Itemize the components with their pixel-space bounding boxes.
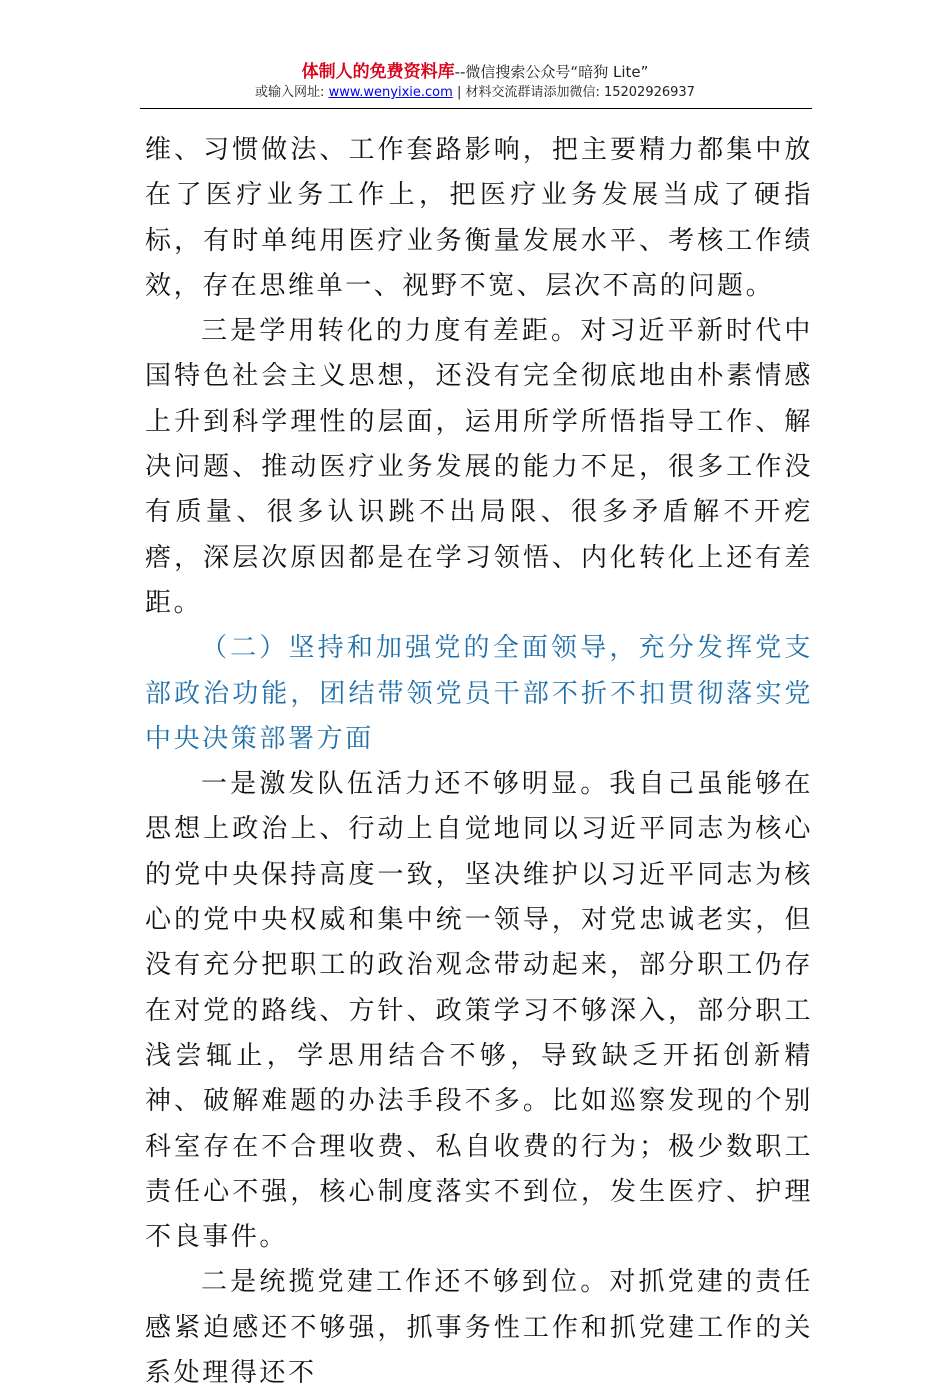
header-tagline: --微信搜索公众号“暗狗 Lite” xyxy=(454,63,649,81)
paragraph-point-three: 三是学用转化的力度有差距。对习近平新时代中国特色社会主义思想，还没有完全彻底地由朴素情感上升到科学理性的层面，运用所学所悟指导工作、解决问题、推动医疗业务发展的能力不足，很多工作没有质量、很多认识跳不出局限、很多矛盾解不开疙瘩，深层次原因都是在学习领悟、内化转化上还有差距。 xyxy=(145,316,813,618)
header-divider xyxy=(140,108,812,109)
document-body xyxy=(145,128,813,1396)
page-header xyxy=(0,62,950,102)
website-link[interactable]: www.wenyixie.com xyxy=(328,85,453,100)
contact-info: | 材料交流群请添加微信: 15202926937 xyxy=(456,85,695,100)
paragraph-continued: 维、习惯做法、工作套路影响，把主要精力都集中放在了医疗业务工作上，把医疗业务发展当成了硬指标，有时单纯用医疗业务衡量发展水平、考核工作绩效，存在思维单一、视野不宽、层次不高的问题。 xyxy=(145,135,813,301)
paragraph-point-one: 一是激发队伍活力还不够明显。我自己虽能够在思想上政治上、行动上自觉地同以习近平同志为核心的党中央保持高度一致，坚决维护以习近平同志为核心的党中央权威和集中统一领导，对党忠诚老实，但没有充分把职工的政治观念带动起来，部分职工仍存在对党的路线、方针、政策学习不够深入，部分职工浅尝辄止，学思用结合不够，导致缺乏开拓创新精神、破解难题的办法手段不多。比如巡察发现的个别科室存在不合理收费、私自收费的行为；极少数职工责任心不强，核心制度落实不到位，发生医疗、护理不良事件。 xyxy=(145,769,813,1253)
paragraph-point-two: 二是统揽党建工作还不够到位。对抓党建的责任感紧迫感还不够强，抓事务性工作和抓党建工作的关系处理得还不 xyxy=(145,1267,813,1389)
header-line-1 xyxy=(0,62,950,82)
section-heading-2: （二）坚持和加强党的全面领导，充分发挥党支部政治功能，团结带领党员干部不折不扣贯彻落实党中央决策部署方面 xyxy=(145,633,813,754)
url-prefix: 或输入网址: xyxy=(255,85,325,100)
header-line-2 xyxy=(0,84,950,102)
brand-name: 体制人的免费资料库 xyxy=(301,62,455,82)
